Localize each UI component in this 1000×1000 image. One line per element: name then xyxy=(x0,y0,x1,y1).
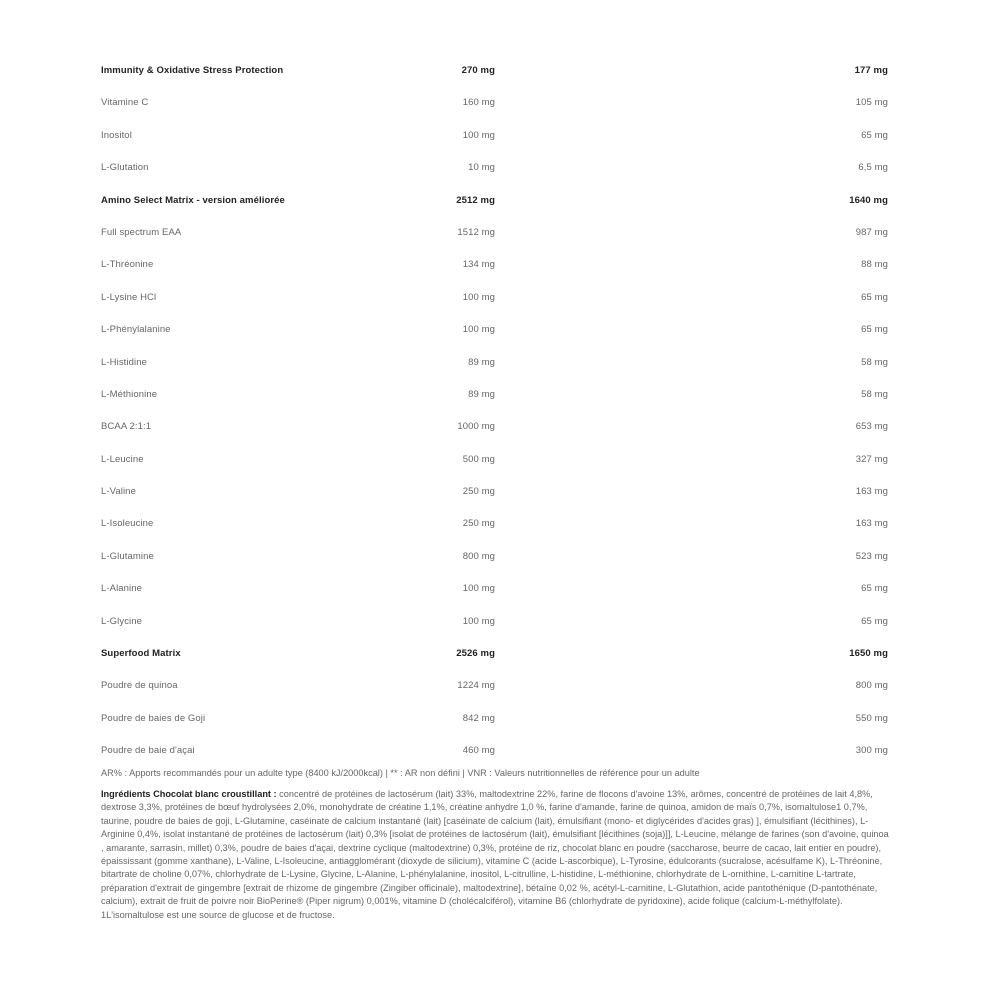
amount-per-serving: 250 mg xyxy=(462,486,495,498)
amount-per-serving: 160 mg xyxy=(462,97,495,109)
nutrient-name: L-Glutamine xyxy=(101,550,154,562)
nutrient-name: L-Lysine HCl xyxy=(101,291,157,303)
amount-per-serving: 460 mg xyxy=(462,745,495,757)
table-row xyxy=(101,119,888,151)
amount-per-100g: 105 mg xyxy=(855,97,888,109)
amount-per-serving: 1224 mg xyxy=(457,680,495,692)
amount-per-100g: 163 mg xyxy=(855,518,888,530)
table-row xyxy=(101,443,888,475)
amount-per-serving: 10 mg xyxy=(468,162,495,174)
amount-per-100g: 58 mg xyxy=(861,388,888,400)
table-row xyxy=(101,605,888,637)
amount-per-100g: 987 mg xyxy=(855,226,888,238)
nutrient-name: L-Alanine xyxy=(101,583,143,595)
amount-per-100g: 58 mg xyxy=(861,356,888,368)
table-row xyxy=(101,248,888,280)
amount-per-100g: 550 mg xyxy=(855,712,888,724)
amount-per-serving: 842 mg xyxy=(462,712,495,724)
amount-per-serving: 500 mg xyxy=(462,453,495,465)
table-row xyxy=(101,313,888,345)
amount-per-serving: 2526 mg xyxy=(456,648,495,660)
table-group-row xyxy=(101,637,888,669)
nutrient-name: L-Méthionine xyxy=(101,388,158,400)
nutrient-name: Poudre de baie d'açai xyxy=(101,745,195,757)
table-row xyxy=(101,151,888,183)
nutrition-table xyxy=(101,54,888,767)
table-row xyxy=(101,216,888,248)
nutrient-name: L-Glycine xyxy=(101,615,143,627)
amount-per-100g: 163 mg xyxy=(855,486,888,498)
nutrient-name: BCAA 2:1:1 xyxy=(101,421,152,433)
table-group-row xyxy=(101,184,888,216)
ingredients-paragraph xyxy=(101,788,893,922)
table-row xyxy=(101,475,888,507)
table-group-row xyxy=(101,54,888,86)
amount-per-100g: 800 mg xyxy=(855,680,888,692)
nutrient-name: Poudre de baies de Goji xyxy=(101,712,206,724)
table-row xyxy=(101,281,888,313)
nutrient-name: Vitamine C xyxy=(101,97,149,109)
amount-per-100g: 327 mg xyxy=(855,453,888,465)
nutrient-name: Poudre de quinoa xyxy=(101,680,178,692)
amount-per-serving: 100 mg xyxy=(462,129,495,141)
footnote: AR% : Apports recommandés pour un adulte type (8400 kJ/2000kcal) | ** : AR non défini | VNR : Valeurs nutritionnelles de référence pour un adulte xyxy=(101,768,700,778)
amount-per-serving: 270 mg xyxy=(461,65,495,76)
nutrient-name: L-Glutation xyxy=(101,162,149,174)
amount-per-serving: 1000 mg xyxy=(457,421,495,433)
nutrient-name: Superfood Matrix xyxy=(101,648,181,660)
nutrient-name: Amino Select Matrix - version améliorée xyxy=(101,194,285,206)
table-row xyxy=(101,734,888,766)
nutrient-name: L-Phénylalanine xyxy=(101,324,171,336)
amount-per-serving: 100 mg xyxy=(462,291,495,303)
nutrient-name: Full spectrum EAA xyxy=(101,226,182,238)
nutrient-name: Immunity & Oxidative Stress Protection xyxy=(101,65,284,76)
nutrient-name: L-Thréonine xyxy=(101,259,154,271)
amount-per-serving: 89 mg xyxy=(468,356,495,368)
amount-per-100g: 65 mg xyxy=(861,324,888,336)
amount-per-100g: 6,5 mg xyxy=(858,162,888,174)
nutrient-name: L-Isoleucine xyxy=(101,518,154,530)
ingredients-label: Ingrédients Chocolat blanc croustillant : xyxy=(101,789,277,799)
ingredients-text: concentré de protéines de lactosérum (lait) 33%, maltodextrine 22%, farine de flocons d'avoine 13%, arômes, concentré de protéines de lait 4,8%, dextrose 3,3%, protéines de bœuf hydrolysées 2,0%, monohydrate de créatine 1,1%, créatine anhydre 1,0 %, farine d'amande, farine de quinoa, amidon de maïs 0,7%, isomaltulose1 0,7%, taurine, poudre de baies de goji, L-Glutamine, caséinate de calcium instantané (lait) [caséinate de calcium (lait), émulsifiant (mono- et diglycérides d'acides gras) ], émulsifiant (lécithines), L-Arginine 0,4%, isolat instantané de protéines de lactosérum (lait) 0,3% [isolat de protéines de lactosérum (lait), émulsifiant [lécithines (soja)]], L-Leucine, mélange de farines (son d'avoine, quinoa , amarante, sarrasin, millet) 0,3%, poudre de baies d'açai, dextrine cyclique (maltodextrine) 0,3%, protéine de riz, chocolat blanc en poudre (saccharose, beurre de cacao, lait entier en poudre), épaississant (gomme xanthane), L-Valine, L-Isoleucine, antiagglomérant (dioxyde de silicium), vitamine C (acide L-ascorbique), L-Tyrosine, édulcorants (sucralose, acésulfame K), L-Thréonine, bitartrate de choline 0,07%, chlorhydrate de L-Lysine, Glycine, L-Alanine, L-phénylalanine, inositol, L-citrulline, L-histidine, L-méthionine, chlorhydrate de L-ornithine, L-carnitine L-tartrate, préparation d'extrait de gingembre [extrait de rhizome de gingembre (Zingiber officinale), maltodextrine], bétaïne 0,02 %, acétyl-L-carnitine, L-Glutathion, acide pantothénique (D-pantothénate, calcium), extrait de fruit de poivre noir BioPerine® (Piper nigrum) 0,001%, vitamine D (cholécalciférol), vitamine B6 (chlorhydrate de pyridoxine), acide folique (calcium-L-méthylfolate). 1L'isomaltulose est une source de glucose et de fructose. xyxy=(101,789,889,920)
table-row xyxy=(101,378,888,410)
amount-per-serving: 100 mg xyxy=(462,324,495,336)
amount-per-serving: 100 mg xyxy=(462,583,495,595)
amount-per-100g: 1650 mg xyxy=(849,648,888,660)
table-row xyxy=(101,86,888,118)
amount-per-100g: 65 mg xyxy=(861,291,888,303)
amount-per-100g: 88 mg xyxy=(861,259,888,271)
amount-per-serving: 800 mg xyxy=(462,550,495,562)
amount-per-100g: 65 mg xyxy=(861,615,888,627)
nutrient-name: L-Leucine xyxy=(101,453,144,465)
nutrient-name: L-Valine xyxy=(101,486,136,498)
amount-per-serving: 250 mg xyxy=(462,518,495,530)
table-row xyxy=(101,540,888,572)
table-row xyxy=(101,669,888,701)
amount-per-serving: 1512 mg xyxy=(457,226,495,238)
table-row xyxy=(101,410,888,442)
amount-per-100g: 1640 mg xyxy=(849,194,888,206)
amount-per-100g: 653 mg xyxy=(855,421,888,433)
amount-per-100g: 300 mg xyxy=(855,745,888,757)
table-row xyxy=(101,702,888,734)
table-row xyxy=(101,507,888,539)
amount-per-100g: 65 mg xyxy=(861,583,888,595)
table-row xyxy=(101,346,888,378)
amount-per-serving: 2512 mg xyxy=(456,194,495,206)
amount-per-serving: 134 mg xyxy=(462,259,495,271)
amount-per-100g: 523 mg xyxy=(855,550,888,562)
table-row xyxy=(101,572,888,604)
amount-per-serving: 100 mg xyxy=(462,615,495,627)
amount-per-100g: 177 mg xyxy=(854,65,888,76)
nutrient-name: L-Histidine xyxy=(101,356,147,368)
nutrient-name: Inositol xyxy=(101,129,132,141)
amount-per-100g: 65 mg xyxy=(861,129,888,141)
amount-per-serving: 89 mg xyxy=(468,388,495,400)
